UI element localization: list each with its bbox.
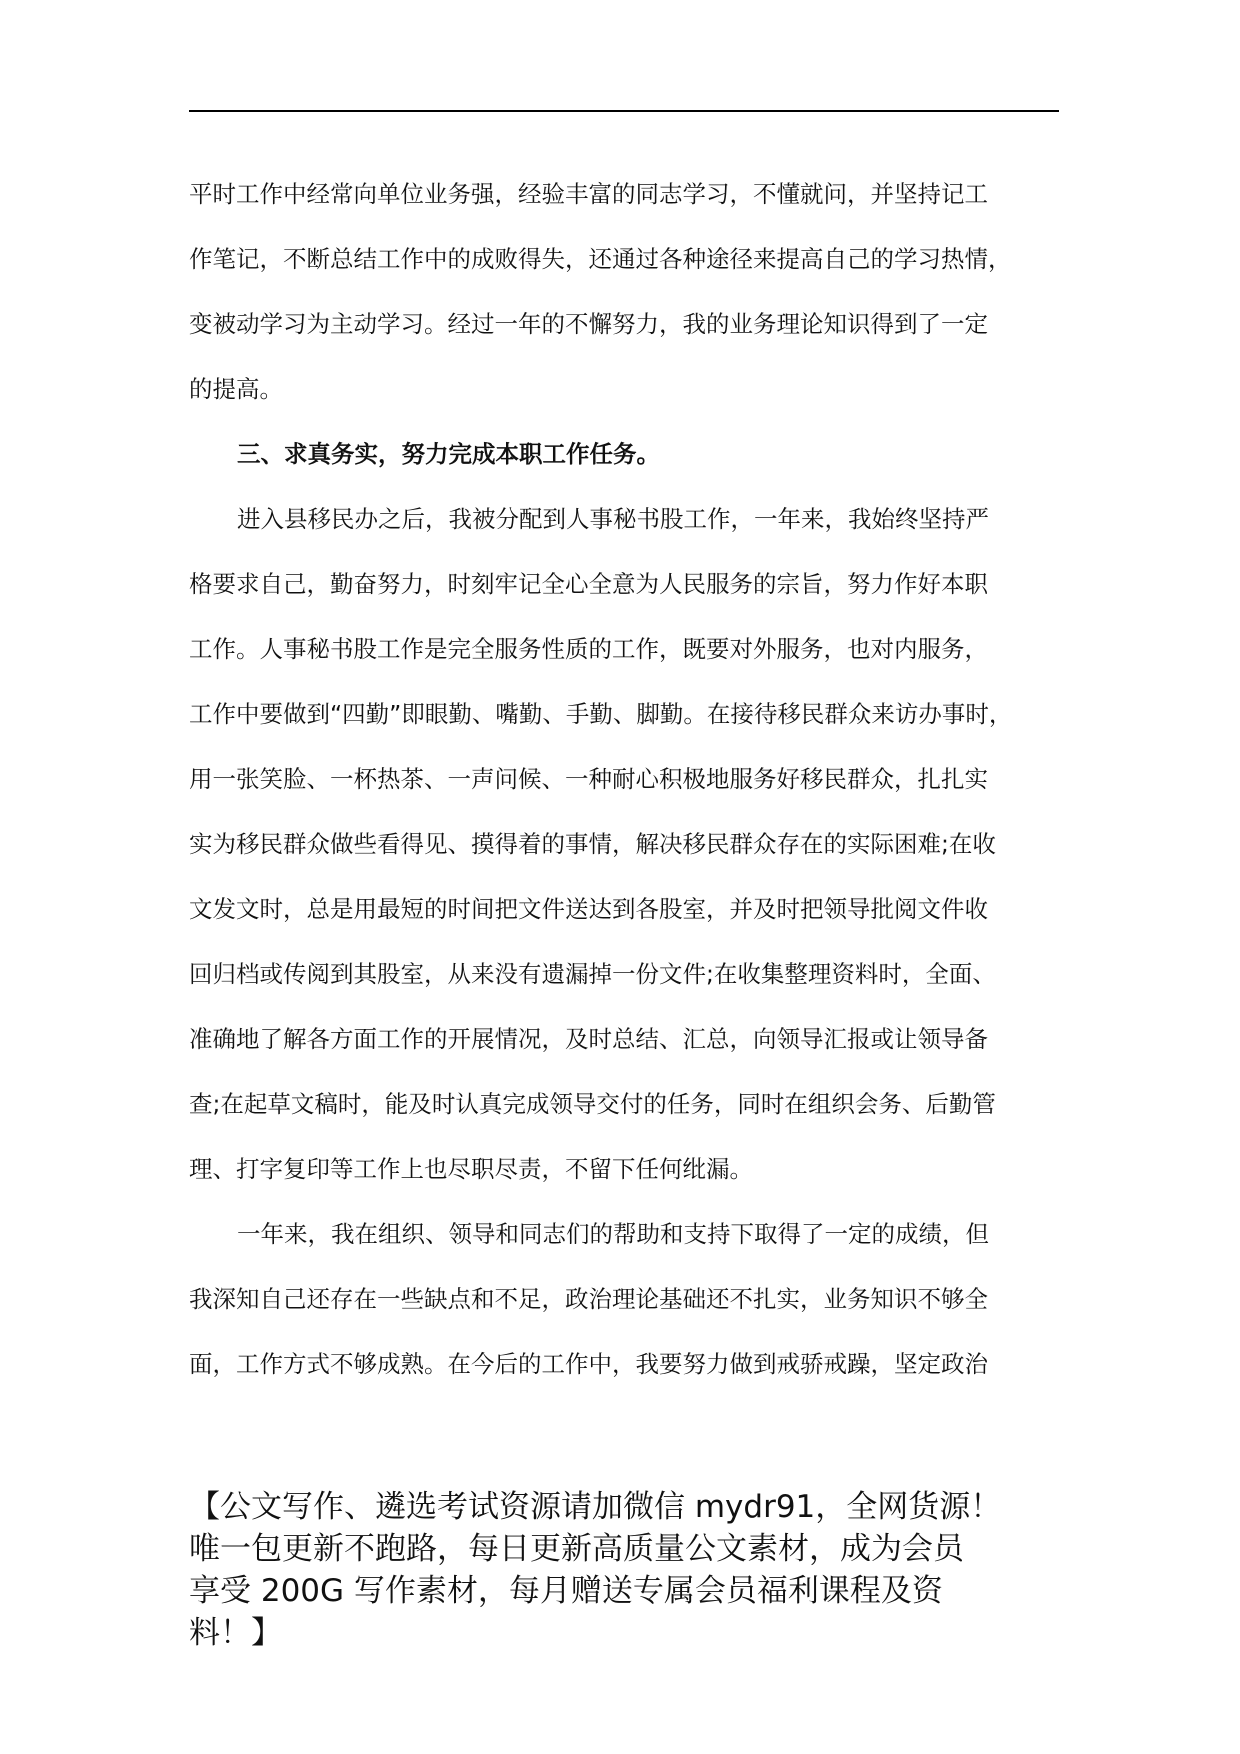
paragraph-line: 回归档或传阅到其股室，从来没有遗漏掉一份文件;在收集整理资料时，全面、: [189, 960, 996, 988]
promo-notice: [189, 1486, 1069, 1654]
paragraph-line: 用一张笑脸、一杯热茶、一声问候、一种耐心积极地服务好移民群众，扎扎实: [189, 765, 988, 793]
paragraph-line: 格要求自己，勤奋努力，时刻牢记全心全意为人民服务的宗旨，努力作好本职: [189, 570, 988, 598]
promo-line: 享受 200G 写作素材，每月赠送专属会员福利课程及资: [189, 1573, 943, 1609]
paragraph-line: 工作中要做到“四勤”即眼勤、嘴勤、手勤、脚勤。在接待移民群众来访办事时，: [189, 700, 1013, 728]
paragraph-line: 进入县移民办之后，我被分配到人事秘书股工作，一年来，我始终坚持严: [237, 505, 989, 533]
paragraph-line: 工作。人事秘书股工作是完全服务性质的工作，既要对外服务，也对内服务，: [189, 635, 988, 663]
paragraph-line: 作笔记，不断总结工作中的成败得失，还通过各种途径来提高自己的学习热情，: [189, 245, 1012, 273]
paragraph-line: 平时工作中经常向单位业务强，经验丰富的同志学习，不懂就问，并坚持记工: [189, 180, 988, 208]
document-body: [189, 162, 1069, 1397]
paragraph-line: 面，工作方式不够成熟。在今后的工作中，我要努力做到戒骄戒躁，坚定政治: [189, 1350, 988, 1378]
paragraph-line: 查;在起草文稿时，能及时认真完成领导交付的任务，同时在组织会务、后勤管: [189, 1090, 996, 1118]
promo-line: 【公文写作、遴选考试资源请加微信 mydr91，全网货源！: [189, 1489, 1002, 1525]
promo-line: 料！】: [189, 1615, 282, 1651]
paragraph-line: 的提高。: [189, 375, 283, 403]
paragraph-line: 我深知自己还存在一些缺点和不足，政治理论基础还不扎实，业务知识不够全: [189, 1285, 988, 1313]
paragraph-line: 准确地了解各方面工作的开展情况，及时总结、汇总，向领导汇报或让领导备: [189, 1025, 988, 1053]
paragraph-line: 一年来，我在组织、领导和同志们的帮助和支持下取得了一定的成绩，但: [237, 1220, 989, 1248]
header-rule: [189, 110, 1059, 112]
paragraph-line: 理、打字复印等工作上也尽职尽责，不留下任何纰漏。: [189, 1155, 753, 1183]
paragraph-line: 实为移民群众做些看得见、摸得着的事情，解决移民群众存在的实际困难;在收: [189, 830, 996, 858]
paragraph-line: 变被动学习为主动学习。经过一年的不懈努力，我的业务理论知识得到了一定: [189, 310, 988, 338]
paragraph-line: 文发文时，总是用最短的时间把文件送达到各股室，并及时把领导批阅文件收: [189, 895, 988, 923]
promo-line: 唯一包更新不跑路，每日更新高质量公文素材，成为会员: [189, 1531, 964, 1567]
section-heading: 三、求真务实，努力完成本职工作任务。: [237, 440, 660, 468]
